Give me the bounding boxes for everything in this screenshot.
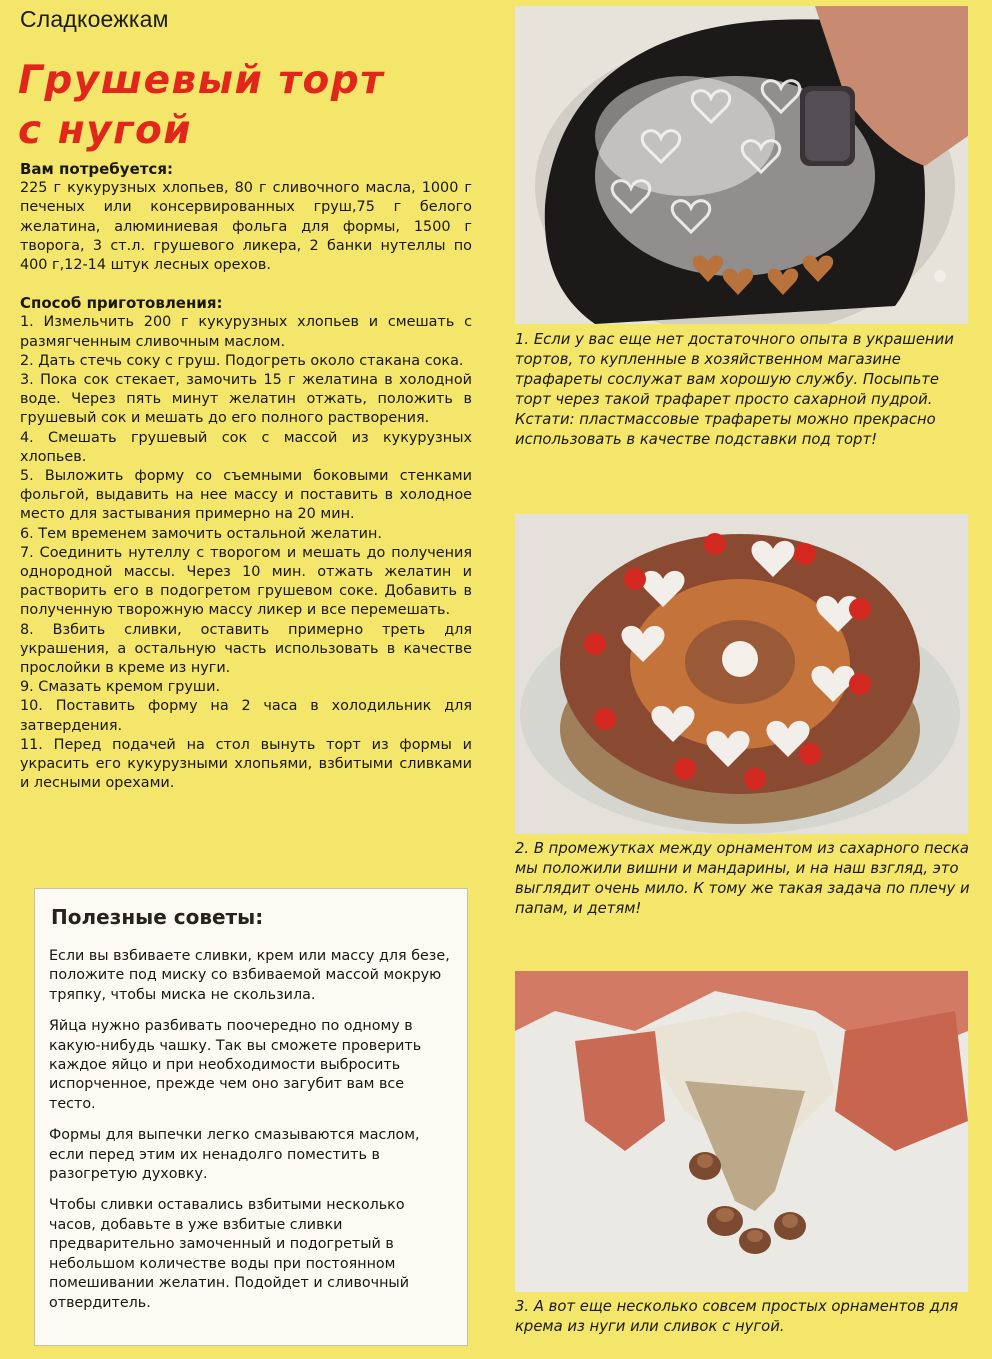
caption-photo-3: 3. А вот еще несколько совсем простых орнаментов для крема из нуги или сливок с нугой. xyxy=(515,1298,959,1335)
title-line-2: с нугой xyxy=(18,108,193,153)
photo-piping-cream xyxy=(515,971,968,1292)
method-step: 6. Тем временем замочить остальной желатин. xyxy=(20,525,382,542)
tip-paragraph: Чтобы сливки оставались взбитыми несколько часов, добавьте в уже взбитые сливки предварительно замоченный и подогретый в небольшом количестве воды при постоянном помешивании желатин. Подойдет и сливочный отвердитель. xyxy=(49,1197,409,1311)
caption-photo-1: 1. Если у вас еще нет достаточного опыта в украшении тортов, то купленные в хозяйственном магазине трафареты сослужат вам хорошую службу. Посыпьте торт через такой трафарет просто сахарной пудрой. Кстати: пластмассовые трафареты можно прекрасно использовать в качестве подставки под торт! xyxy=(515,331,954,448)
method-steps xyxy=(20,313,472,793)
photo-stencil-sugar xyxy=(515,6,968,324)
method-step: 3. Пока сок стекает, замочить 15 г желатина в холодной воде. Через пять минут желатин отжать, положить в грушевый сок и мешать до его полного растворения. xyxy=(20,372,472,427)
method-step: 2. Дать стечь соку с груш. Подогреть около стакана сока. xyxy=(20,352,464,369)
title-line-1: Грушевый торт xyxy=(18,58,385,103)
method-step: 10. Поставить форму на 2 часа в холодильник для затвердения. xyxy=(20,698,472,734)
method-step: 11. Перед подачей на стол вынуть торт из формы и украсить его кукурузными хлопьями, взбитыми сливками и лесными орехами. xyxy=(20,736,472,792)
method-step: 4. Смешать грушевый сок с массой из кукурузных хлопьев. xyxy=(20,429,472,465)
tips-heading: Полезные советы: xyxy=(51,905,264,929)
method-step: 9. Смазать кремом груши. xyxy=(20,679,221,696)
recipe-text-column xyxy=(20,160,472,794)
method-heading: Способ приготовления: xyxy=(20,294,223,313)
photo-finished-cake xyxy=(515,514,968,834)
tip-paragraph: Яйца нужно разбивать поочередно по одному в какую-нибудь чашку. Так вы сможете проверить каждое яйцо и при необходимости выбросить испорченное, прежде чем оно загубит вам все тесто. xyxy=(49,1018,422,1112)
tip-paragraph: Формы для выпечки легко смазываются маслом, если перед этим их ненадолго поместить в разогретую духовку. xyxy=(49,1127,420,1183)
ingredients-heading: Вам потребуется: xyxy=(20,160,173,178)
recipe-title xyxy=(18,56,384,156)
tip-paragraph: Если вы взбиваете сливки, крем или массу для безе, положите под миску со взбиваемой массой мокрую тряпку, чтобы миска не скользила. xyxy=(49,948,450,1003)
rubric-label: Сладкоежкам xyxy=(20,6,169,32)
method-step: 1. Измельчить 200 г кукурузных хлопьев и смешать с размягченным сливочным маслом. xyxy=(20,314,472,350)
method-step: 5. Выложить форму со съемными боковыми стенками фольгой, выдавить на нее массу и поставить в холодное место для застывания примерно на 20 мин. xyxy=(20,468,472,523)
caption-photo-2: 2. В промежутках между орнаментом из сахарного песка мы положили вишни и мандарины, и на наш взгляд, это выглядит очень мило. К тому же такая задача по плечу и папам, и детям! xyxy=(515,840,970,917)
method-step: 8. Взбить сливки, оставить примерно треть для украшения, а остальную часть использовать в качестве прослойки в креме из нуги. xyxy=(20,621,472,677)
useful-tips-box xyxy=(34,888,468,1346)
ingredients-text: 225 г кукурузных хлопьев, 80 г сливочного масла, 1000 г печеных или консервированных груш,75 г белого желатина, алюминиевая фольга для формы, 1500 г творога, 3 ст.л. грушевого ликера, 2 банки нутеллы по 400 г,12-14 штук лесных орехов. xyxy=(20,180,472,274)
method-step: 7. Соединить нутеллу с творогом и мешать до получения однородной массы. Через 10 мин. отжать желатин и растворить его в подогретом грушевом соке. Добавить в полученную творожную массу ликер и все перемешать. xyxy=(20,544,472,619)
